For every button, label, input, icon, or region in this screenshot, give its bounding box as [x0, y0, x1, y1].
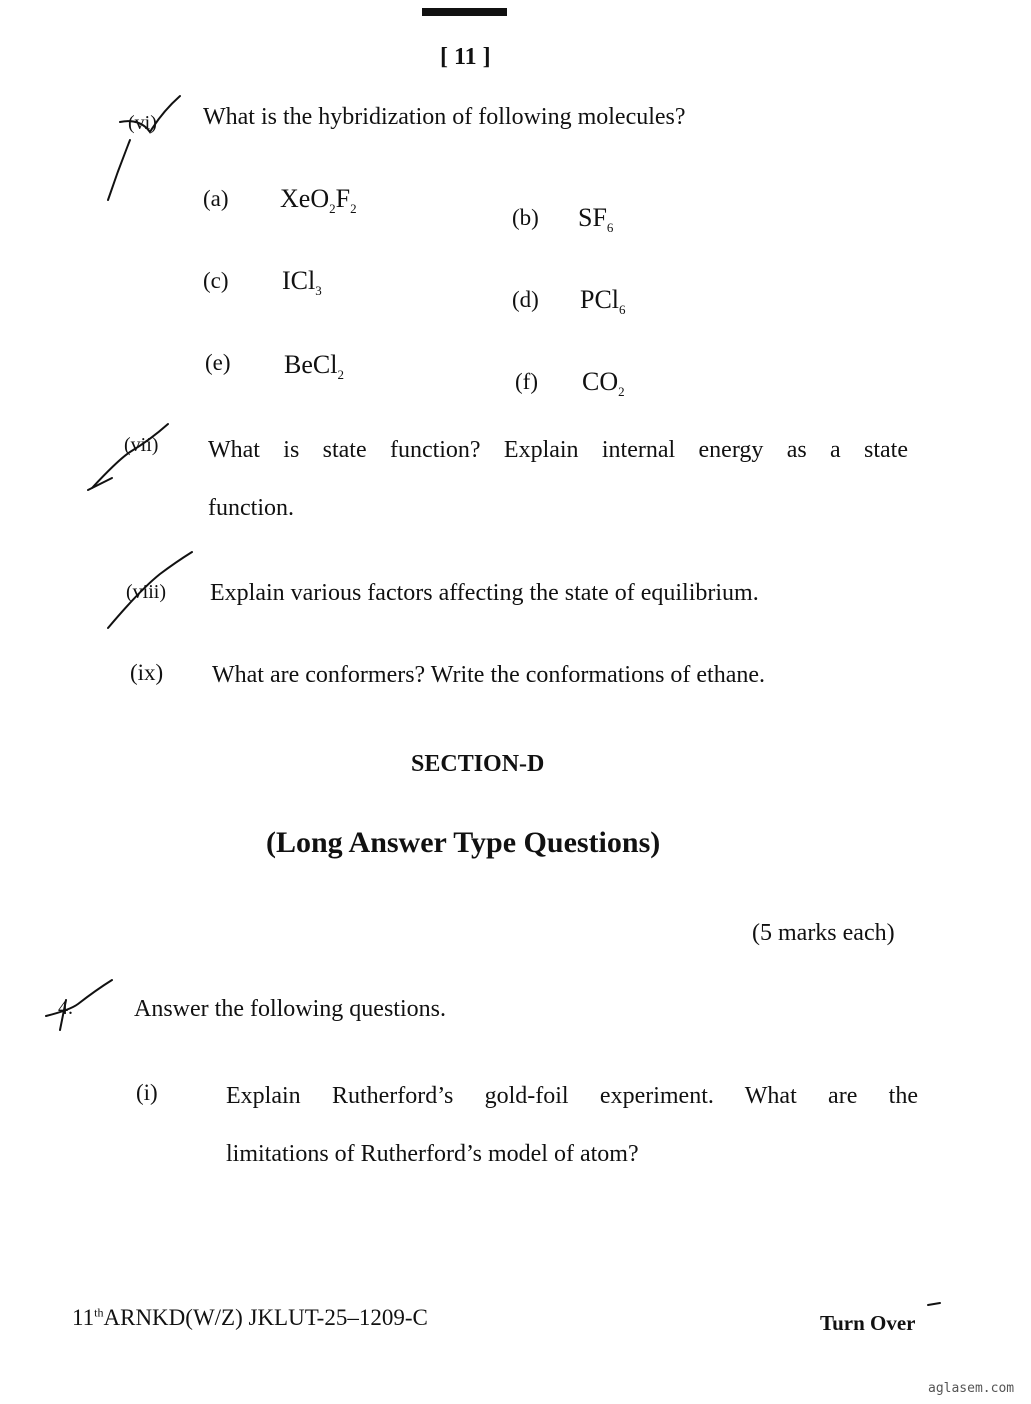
question-vi-text: What is the hybridization of following molecules? — [203, 104, 686, 130]
question-vii-line1: What is state function? Explain internal energy as a state — [208, 437, 908, 463]
formula-b: $SF_6$ — [578, 203, 614, 235]
check-mark-icon — [88, 478, 112, 490]
formula-d: PCl$_6$ — [580, 285, 626, 317]
option-label-b: (b) — [512, 205, 539, 230]
option-label-f: (f) — [515, 369, 538, 394]
check-mark-icon — [928, 1303, 940, 1305]
formula-a: $XeO_2F_2$ — [280, 184, 357, 216]
question4-sub-line1: Explain Rutherford’s gold-foil experiment. What are the — [226, 1083, 918, 1109]
formula-f: $CO_2$ — [582, 367, 625, 399]
option-label-d: (d) — [512, 287, 539, 312]
question-vii-line2: function. — [208, 495, 294, 521]
option-label-e: (e) — [205, 350, 231, 375]
question-viii-text: Explain various factors affecting the state of equilibrium. — [210, 580, 759, 606]
question-label-viii: (viii) — [126, 581, 166, 603]
option-label-a: (a) — [203, 186, 229, 211]
question-label-vi: (vi) — [128, 112, 157, 134]
question-number-4: 4. — [58, 997, 73, 1019]
section-subtitle: (Long Answer Type Questions) — [266, 826, 661, 859]
question4-instruction: Answer the following questions. — [134, 996, 446, 1022]
question4-sub-line2: limitations of Rutherford’s model of atom? — [226, 1141, 639, 1167]
page-number: [ 11 ] — [440, 44, 491, 70]
option-label-c: (c) — [203, 268, 229, 293]
marks-note: (5 marks each) — [752, 920, 895, 946]
question4-sub-label: (i) — [136, 1080, 158, 1105]
question-label-vii: (vii) — [124, 434, 159, 456]
question-ix-text: What are conformers? Write the conformations of ethane. — [212, 662, 766, 688]
formula-e: BeCl$_2$ — [284, 350, 344, 382]
check-mark-icon — [46, 980, 112, 1016]
watermark: aglasem.com — [928, 1381, 1015, 1396]
check-mark-icon — [108, 140, 130, 200]
section-title: SECTION-D — [411, 751, 545, 777]
question-label-ix: (ix) — [130, 660, 164, 685]
formula-c: ICl$_3$ — [282, 266, 322, 298]
paper-code: 11thARNKD(W/Z) JKLUT-25–1209-C — [72, 1305, 428, 1330]
top-rule — [422, 8, 507, 16]
turn-over-note: Turn Over — [820, 1311, 916, 1335]
